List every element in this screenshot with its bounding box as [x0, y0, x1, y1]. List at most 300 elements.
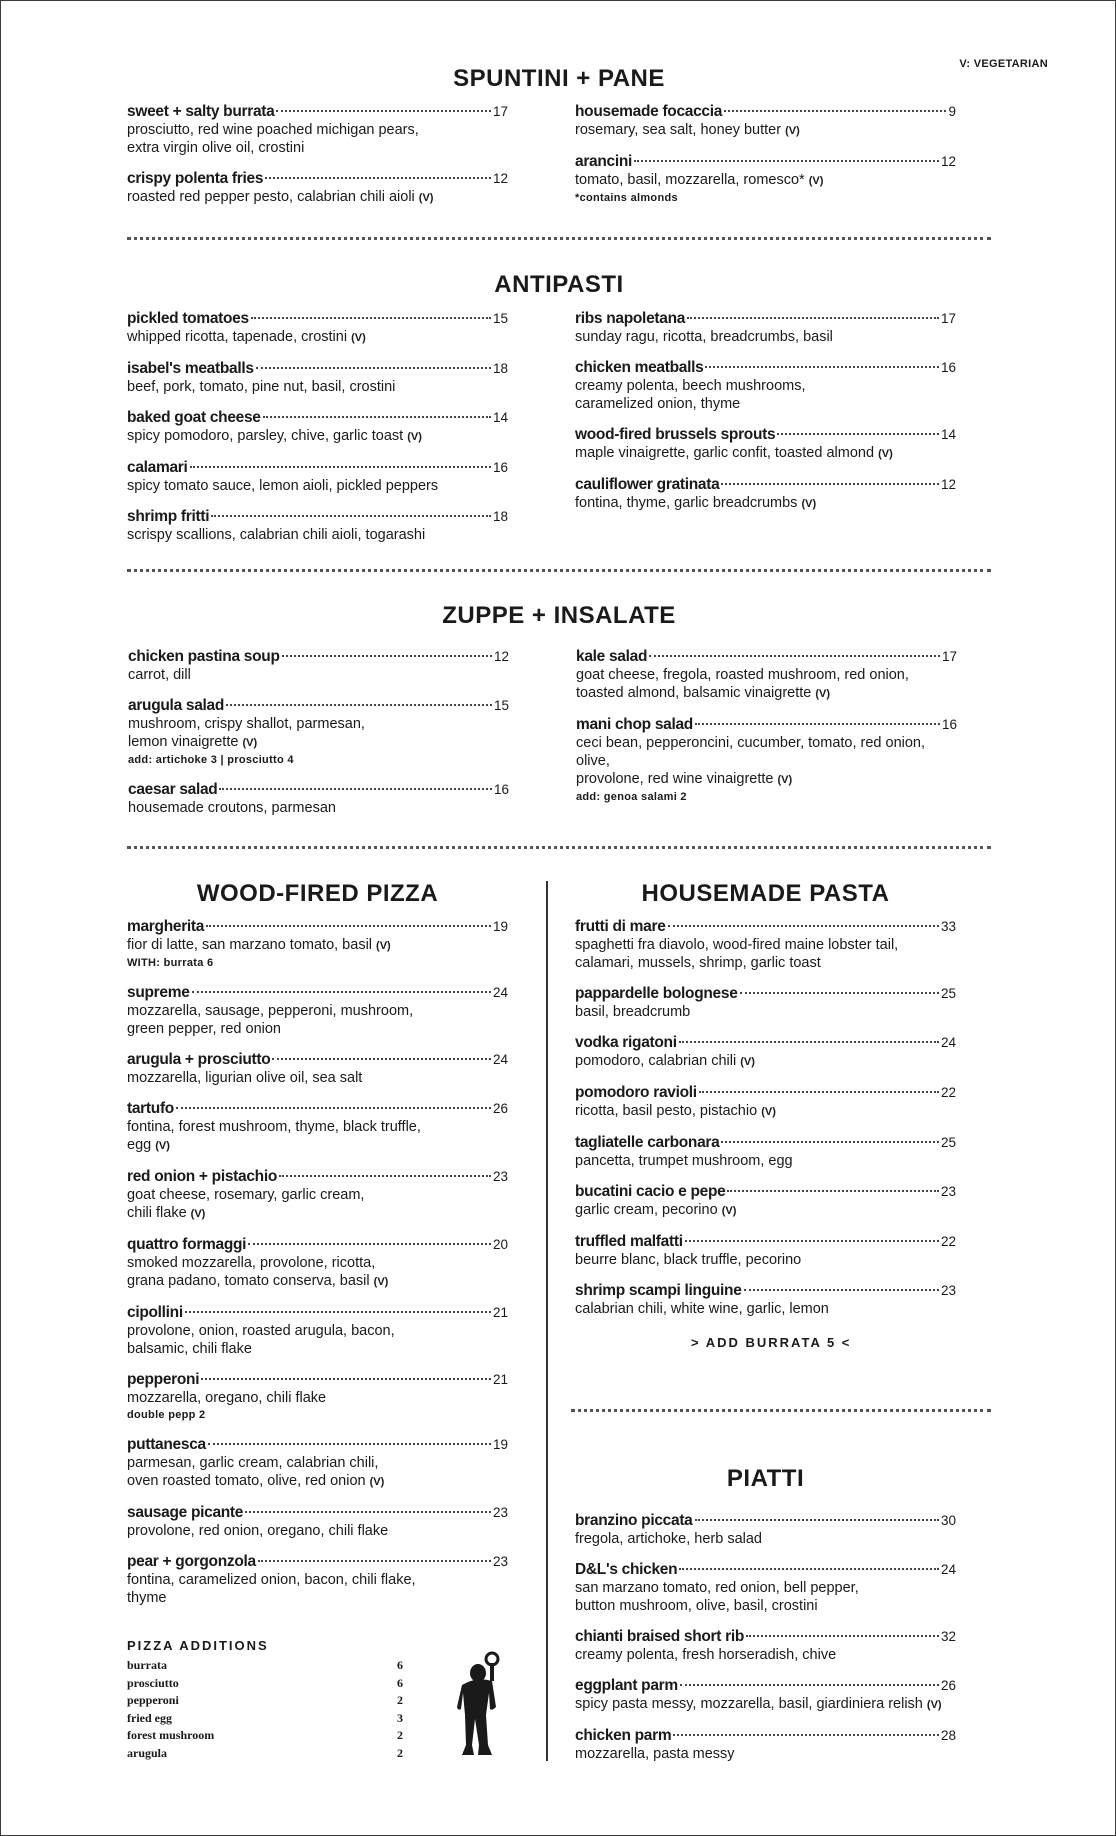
- menu-item-price: 26: [940, 1678, 956, 1693]
- menu-item-name: arancini: [575, 153, 633, 170]
- pizza-addition-price: 2: [397, 1728, 403, 1742]
- vegetarian-mark: (V): [878, 448, 893, 460]
- menu-item: [127, 1553, 508, 1607]
- menu-item-price: 23: [940, 1283, 956, 1298]
- antipasti-right: [575, 310, 956, 526]
- menu-item-price: 26: [492, 1101, 508, 1116]
- menu-item-name: shrimp fritti: [127, 508, 210, 525]
- dot-leader: [687, 317, 939, 319]
- menu-item-price: 30: [940, 1513, 956, 1528]
- menu-item-description: spaghetti fra diavolo, wood-fired maine lobster tail,: [575, 937, 899, 953]
- menu-item-price: 17: [941, 649, 957, 664]
- menu-item-description: fior di latte, san marzano tomato, basil (V): [127, 937, 391, 953]
- menu-item-description: toasted almond, balsamic vinaigrette (V): [576, 685, 831, 701]
- vegetarian-mark: (V): [351, 332, 366, 344]
- menu-item-price: 17: [492, 104, 508, 119]
- menu-item-description: carrot, dill: [128, 667, 191, 683]
- section-title-pizza: WOOD-FIRED PIZZA: [196, 880, 439, 907]
- vegetarian-mark: (V): [808, 175, 824, 187]
- piatti-list: [575, 1512, 956, 1776]
- menu-item-line: [128, 781, 509, 799]
- menu-item-line: [575, 1512, 956, 1530]
- menu-item: [575, 1727, 956, 1763]
- menu-item-name: chianti braised short rib: [575, 1628, 745, 1645]
- spuntini-right: [575, 103, 956, 219]
- pizza-addition-price: 6: [397, 1675, 403, 1690]
- menu-item-description: creamy polenta, beech mushrooms,: [575, 378, 806, 394]
- menu-item: [127, 1371, 508, 1423]
- dot-leader: [695, 723, 940, 725]
- menu-item-name: supreme: [127, 984, 190, 1001]
- menu-item-description: button mushroom, olive, basil, crostini: [575, 1598, 818, 1614]
- dot-leader: [282, 655, 492, 657]
- dot-leader: [279, 1175, 491, 1177]
- spuntini-left: [127, 103, 508, 220]
- menu-item-price: 25: [940, 1135, 956, 1150]
- menu-item-description: smoked mozzarella, provolone, ricotta,: [127, 1255, 376, 1271]
- menu-item-description: mozzarella, oregano, chili flake: [127, 1390, 327, 1406]
- vegetarian-mark: (V): [815, 688, 831, 700]
- menu-item: [128, 697, 509, 768]
- menu-item-description: prosciutto, red wine poached michigan pears,: [127, 122, 419, 138]
- menu-item: [127, 310, 508, 347]
- menu-item-description: parmesan, garlic cream, calabrian chili,: [127, 1455, 379, 1471]
- menu-item-description: ricotta, basil pesto, pistachio (V): [575, 1103, 776, 1119]
- vegetarian-mark: (V): [418, 192, 434, 204]
- menu-item-description: tomato, basil, mozzarella, romesco* (V): [575, 172, 824, 188]
- dot-leader: [727, 1190, 938, 1192]
- menu-item-note: *contains almonds: [575, 192, 678, 204]
- dot-leader: [740, 992, 939, 994]
- menu-item-line: [127, 459, 508, 477]
- menu-item-line: [127, 508, 508, 526]
- menu-item: [575, 103, 956, 140]
- menu-item: [575, 1183, 956, 1220]
- menu-item-description: scrispy scallions, calabrian chili aioli, togarashi: [127, 527, 426, 543]
- menu-item: [575, 1512, 956, 1548]
- menu-item-description: maple vinaigrette, garlic confit, toasted almond (V): [575, 445, 893, 461]
- menu-item-name: pomodoro ravioli: [575, 1084, 697, 1101]
- menu-item-description: spicy pasta messy, mozzarella, basil, giardiniera relish (V): [575, 1696, 942, 1712]
- menu-item-description: provolone, red onion, oregano, chili flake: [127, 1523, 389, 1539]
- dot-leader: [248, 1243, 491, 1245]
- menu-item-line: [575, 103, 956, 121]
- menu-item: [127, 1236, 508, 1291]
- menu-item-name: shrimp scampi linguine: [575, 1282, 742, 1299]
- section-title-spuntini: SPUNTINI + PANE: [453, 65, 665, 92]
- dot-leader: [272, 1058, 491, 1060]
- menu-item-line: [575, 1561, 956, 1579]
- menu-item-price: 14: [940, 427, 956, 442]
- menu-item-line: [575, 1677, 956, 1695]
- menu-item-name: mani chop salad: [576, 716, 693, 733]
- menu-item: [575, 1233, 956, 1269]
- menu-item-line: [575, 1233, 956, 1251]
- menu-item-name: arugula + prosciutto: [127, 1051, 271, 1068]
- pizza-addition-name: arugula: [127, 1745, 168, 1760]
- pizza-addition-row: [127, 1675, 403, 1693]
- vegetarian-mark: (V): [155, 1140, 170, 1152]
- menu-item-description: extra virgin olive oil, crostini: [127, 140, 305, 156]
- menu-item: [576, 716, 957, 805]
- menu-item-price: 16: [493, 782, 509, 797]
- menu-item-line: [127, 360, 508, 378]
- menu-item-line: [127, 103, 508, 121]
- vegetarian-mark: (V): [376, 940, 391, 952]
- pizza-addition-price: 6: [397, 1658, 403, 1672]
- menu-item: [575, 153, 956, 206]
- menu-item-name: chicken pastina soup: [128, 648, 280, 665]
- dot-leader: [263, 416, 491, 418]
- pizza-additions: [127, 1638, 403, 1762]
- menu-item-description: mozzarella, pasta messy: [575, 1746, 735, 1762]
- menu-item-line: [575, 1282, 956, 1300]
- dot-leader: [705, 366, 939, 368]
- menu-item-line: [128, 697, 509, 715]
- dot-leader: [634, 160, 939, 162]
- menu-item: [575, 985, 956, 1021]
- pizza-addition-row: [127, 1692, 403, 1710]
- menu-item-line: [127, 1504, 508, 1522]
- menu-item-line: [575, 1034, 956, 1052]
- dot-leader: [206, 925, 491, 927]
- menu-item-description: egg (V): [127, 1137, 170, 1153]
- menu-item-price: 20: [492, 1237, 508, 1252]
- menu-item-description: pomodoro, calabrian chili (V): [575, 1053, 755, 1069]
- menu-item-price: 17: [940, 311, 956, 326]
- dot-leader: [746, 1635, 939, 1637]
- menu-item-name: wood-fired brussels sprouts: [575, 426, 776, 443]
- pizza-addition-name: forest mushroom: [127, 1728, 215, 1742]
- vegetarian-legend: V: VEGETARIAN: [959, 58, 1048, 70]
- menu-item-line: [127, 1436, 508, 1454]
- menu-item-price: 16: [940, 360, 956, 375]
- menu-item-description: oven roasted tomato, olive, red onion (V): [127, 1473, 385, 1489]
- vegetarian-mark: (V): [407, 431, 422, 443]
- menu-item: [127, 103, 508, 157]
- pizza-addition-name: burrata: [127, 1658, 167, 1672]
- menu-item-name: pappardelle bolognese: [575, 985, 738, 1002]
- menu-item-price: 24: [940, 1035, 956, 1050]
- menu-item-description: beurre blanc, black truffle, pecorino: [575, 1252, 802, 1268]
- menu-item-description: san marzano tomato, red onion, bell pepper,: [575, 1580, 859, 1596]
- dot-leader: [668, 925, 939, 927]
- menu-item-name: cauliflower gratinata: [575, 476, 720, 493]
- menu-item: [127, 1504, 508, 1540]
- menu-item-line: [575, 1727, 956, 1745]
- menu-item-name: housemade focaccia: [575, 103, 723, 120]
- pizza-additions-list: [127, 1657, 403, 1762]
- menu-item-name: isabel's meatballs: [127, 360, 254, 377]
- menu-item: [127, 409, 508, 446]
- menu-item-price: 24: [492, 985, 508, 1000]
- pizza-addition-name: fried egg: [127, 1710, 172, 1725]
- menu-item-line: [127, 1553, 508, 1571]
- menu-item-price: 14: [492, 410, 508, 425]
- zuppe-right: [576, 648, 957, 818]
- dot-leader: [201, 1378, 491, 1380]
- menu-item-price: 15: [493, 698, 509, 713]
- menu-item-price: 12: [492, 171, 508, 186]
- menu-item-line: [127, 1304, 508, 1322]
- vegetarian-mark: (V): [801, 498, 817, 510]
- menu-item: [127, 508, 508, 544]
- menu-item: [128, 648, 509, 684]
- menu-item-name: red onion + pistachio: [127, 1168, 278, 1185]
- menu-item-price: 19: [492, 1437, 508, 1452]
- menu-item: [127, 1168, 508, 1223]
- pasta-list: [575, 918, 956, 1331]
- menu-item-name: chicken meatballs: [575, 359, 704, 376]
- menu-item-note: add: artichoke 3 | prosciutto 4: [128, 754, 294, 766]
- chef-illustration: [456, 1649, 514, 1761]
- menu-item-price: 23: [492, 1505, 508, 1520]
- menu-item: [575, 476, 956, 513]
- menu-item-line: [127, 1100, 508, 1118]
- menu-item-line: [575, 310, 956, 328]
- menu-item-price: 24: [940, 1562, 956, 1577]
- menu-item-line: [575, 985, 956, 1003]
- menu-item-description: chili flake (V): [127, 1205, 206, 1221]
- menu-item-description: fontina, caramelized onion, bacon, chili flake,: [127, 1572, 416, 1588]
- dotted-divider: [127, 237, 991, 243]
- menu-item-name: D&L's chicken: [575, 1561, 678, 1578]
- menu-item: [575, 1034, 956, 1071]
- menu-item-name: quattro formaggi: [127, 1236, 247, 1253]
- pizza-addition-row: [127, 1710, 403, 1728]
- menu-item-description: whipped ricotta, tapenade, crostini (V): [127, 329, 366, 345]
- dotted-divider: [127, 569, 991, 575]
- add-burrata-note: > ADD BURRATA 5 <: [691, 1335, 852, 1350]
- menu-item-name: puttanesca: [127, 1436, 206, 1453]
- menu-item-name: pickled tomatoes: [127, 310, 249, 327]
- menu-item-name: sweet + salty burrata: [127, 103, 275, 120]
- menu-item-note: WITH: burrata 6: [127, 957, 214, 969]
- menu-item-price: 23: [492, 1169, 508, 1184]
- menu-item: [575, 359, 956, 413]
- menu-item: [127, 1051, 508, 1087]
- dot-leader: [176, 1107, 491, 1109]
- menu-item-price: 12: [493, 649, 509, 664]
- menu-item-name: tartufo: [127, 1100, 174, 1117]
- menu-item-name: ribs napoletana: [575, 310, 686, 327]
- section-title-antipasti: ANTIPASTI: [494, 271, 624, 298]
- menu-item-description: ceci bean, pepperoncini, cucumber, tomato, red onion, olive,: [576, 735, 926, 769]
- menu-item-name: bucatini cacio e pepe: [575, 1183, 726, 1200]
- menu-item-price: 18: [492, 509, 508, 524]
- menu-item-name: branzino piccata: [575, 1512, 693, 1529]
- menu-item-price: 16: [492, 460, 508, 475]
- dot-leader: [685, 1240, 939, 1242]
- menu-item-line: [128, 648, 509, 666]
- menu-item-name: cipollini: [127, 1304, 183, 1321]
- menu-item: [576, 648, 957, 703]
- menu-item-price: 21: [492, 1372, 508, 1387]
- menu-item-price: 33: [940, 919, 956, 934]
- menu-item-price: 18: [492, 361, 508, 376]
- dot-leader: [699, 1091, 939, 1093]
- menu-item-description: basil, breadcrumb: [575, 1004, 691, 1020]
- vegetarian-mark: (V): [777, 774, 793, 786]
- menu-item-line: [127, 310, 508, 328]
- section-title-zuppe: ZUPPE + INSALATE: [442, 602, 676, 629]
- menu-item-price: 22: [940, 1085, 956, 1100]
- menu-item: [575, 310, 956, 346]
- menu-item-line: [575, 1084, 956, 1102]
- menu-item-line: [575, 426, 956, 444]
- menu-item-price: 16: [941, 717, 957, 732]
- dot-leader: [679, 1041, 939, 1043]
- menu-item-name: vodka rigatoni: [575, 1034, 677, 1051]
- menu-item: [575, 1677, 956, 1714]
- menu-item: [127, 170, 508, 207]
- pizza-additions-title: PIZZA ADDITIONS: [127, 1638, 269, 1653]
- menu-item: [575, 1134, 956, 1170]
- menu-item-description: fontina, forest mushroom, thyme, black truffle,: [127, 1119, 421, 1135]
- dotted-divider: [127, 846, 991, 852]
- menu-item-name: crispy polenta fries: [127, 170, 264, 187]
- menu-item: [127, 984, 508, 1038]
- menu-item-description: creamy polenta, fresh horseradish, chive: [575, 1647, 837, 1663]
- menu-item: [128, 781, 509, 817]
- menu-item: [127, 1436, 508, 1491]
- menu-item-line: [575, 1134, 956, 1152]
- pizza-addition-name: prosciutto: [127, 1675, 179, 1690]
- menu-item: [575, 1282, 956, 1318]
- menu-item: [127, 459, 508, 495]
- zuppe-left: [128, 648, 509, 830]
- menu-item-price: 23: [492, 1554, 508, 1569]
- dot-leader: [679, 1568, 939, 1570]
- vegetarian-mark: (V): [190, 1208, 206, 1220]
- dotted-divider: [571, 1409, 991, 1415]
- menu-item: [575, 1561, 956, 1615]
- menu-item-price: 24: [492, 1052, 508, 1067]
- menu-item-line: [127, 1371, 508, 1389]
- pizza-addition-name: pepperoni: [127, 1693, 179, 1707]
- menu-item-description: garlic cream, pecorino (V): [575, 1202, 737, 1218]
- dot-leader: [744, 1289, 939, 1291]
- menu-item-description: thyme: [127, 1590, 167, 1606]
- menu-item-description: sunday ragu, ricotta, breadcrumbs, basil: [575, 329, 833, 345]
- dot-leader: [256, 367, 491, 369]
- pizza-addition-price: 3: [397, 1710, 403, 1725]
- menu-item-description: spicy tomato sauce, lemon aioli, pickled peppers: [127, 478, 439, 494]
- menu-item-line: [575, 476, 956, 494]
- menu-item: [127, 1304, 508, 1358]
- menu-item-description: caramelized onion, thyme: [575, 396, 741, 412]
- menu-item-price: 19: [492, 919, 508, 934]
- menu-item-price: 22: [940, 1234, 956, 1249]
- menu-item-price: 9: [948, 104, 956, 119]
- antipasti-left: [127, 310, 508, 557]
- menu-item: [127, 918, 508, 971]
- menu-item-line: [127, 170, 508, 188]
- menu-item-description: goat cheese, fregola, roasted mushroom, red onion,: [576, 667, 909, 683]
- vegetarian-mark: (V): [373, 1276, 389, 1288]
- dot-leader: [190, 466, 491, 468]
- menu-item-description: rosemary, sea salt, honey butter (V): [575, 122, 800, 138]
- menu-item-description: grana padano, tomato conserva, basil (V): [127, 1273, 389, 1289]
- menu-item-price: 25: [940, 986, 956, 1001]
- menu-item-price: 23: [940, 1184, 956, 1199]
- menu-item-price: 12: [940, 154, 956, 169]
- dot-leader: [680, 1684, 939, 1686]
- pizza-list: [127, 918, 508, 1620]
- menu-item-description: goat cheese, rosemary, garlic cream,: [127, 1187, 365, 1203]
- pizza-addition-price: 2: [397, 1693, 403, 1707]
- menu-item-description: mushroom, crispy shallot, parmesan,: [128, 716, 365, 732]
- menu-item-price: 28: [940, 1728, 956, 1743]
- menu-item-price: 15: [492, 311, 508, 326]
- menu-item-description: roasted red pepper pesto, calabrian chili aioli (V): [127, 189, 434, 205]
- menu-item-name: frutti di mare: [575, 918, 666, 935]
- dot-leader: [185, 1311, 491, 1313]
- dot-leader: [208, 1443, 491, 1445]
- menu-item-name: tagliatelle carbonara: [575, 1134, 720, 1151]
- dot-leader: [211, 515, 491, 517]
- vegetarian-mark: (V): [721, 1205, 737, 1217]
- dot-leader: [276, 110, 490, 112]
- menu-item-description: mozzarella, ligurian olive oil, sea salt: [127, 1070, 363, 1086]
- dot-leader: [219, 788, 491, 790]
- menu-item-description: fontina, thyme, garlic breadcrumbs (V): [575, 495, 817, 511]
- menu-item-description: lemon vinaigrette (V): [128, 734, 258, 750]
- menu-item-line: [127, 918, 508, 936]
- menu-item-description: provolone, red wine vinaigrette (V): [576, 771, 793, 787]
- dot-leader: [251, 317, 491, 319]
- menu-item-description: housemade croutons, parmesan: [128, 800, 336, 816]
- menu-item-description: calamari, mussels, shrimp, garlic toast: [575, 955, 821, 971]
- dot-leader: [721, 1141, 939, 1143]
- dot-leader: [226, 704, 492, 706]
- menu-item-line: [575, 1183, 956, 1201]
- menu-item-line: [127, 1051, 508, 1069]
- menu-item: [127, 360, 508, 396]
- dot-leader: [673, 1734, 939, 1736]
- menu-item-name: kale salad: [576, 648, 648, 665]
- menu-item-description: beef, pork, tomato, pine nut, basil, crostini: [127, 379, 396, 395]
- dot-leader: [265, 177, 491, 179]
- menu-item-name: eggplant parm: [575, 1677, 678, 1694]
- dot-leader: [695, 1519, 939, 1521]
- menu-item-note: double pepp 2: [127, 1409, 206, 1421]
- menu-item: [575, 426, 956, 463]
- menu-item-line: [575, 153, 956, 171]
- pizza-addition-row: [127, 1727, 403, 1745]
- vegetarian-mark: (V): [761, 1106, 776, 1118]
- menu-item-name: caesar salad: [128, 781, 218, 798]
- pizza-addition-price: 2: [397, 1745, 403, 1760]
- vegetarian-mark: (V): [242, 737, 258, 749]
- menu-item: [127, 1100, 508, 1155]
- menu-item-name: pepperoni: [127, 1371, 200, 1388]
- menu-item-price: 12: [940, 477, 956, 492]
- menu-item-line: [576, 716, 957, 734]
- menu-item-line: [127, 1236, 508, 1254]
- dot-leader: [258, 1560, 491, 1562]
- menu-item-name: margherita: [127, 918, 205, 935]
- menu-item-line: [575, 359, 956, 377]
- menu-item-description: fregola, artichoke, herb salad: [575, 1531, 762, 1547]
- menu-item: [575, 918, 956, 972]
- menu-item-line: [127, 1168, 508, 1186]
- menu-item-price: 32: [940, 1629, 956, 1644]
- dot-leader: [724, 110, 946, 112]
- dot-leader: [721, 483, 939, 485]
- menu-item-description: pancetta, trumpet mushroom, egg: [575, 1153, 793, 1169]
- menu-item-note: add: genoa salami 2: [576, 791, 687, 803]
